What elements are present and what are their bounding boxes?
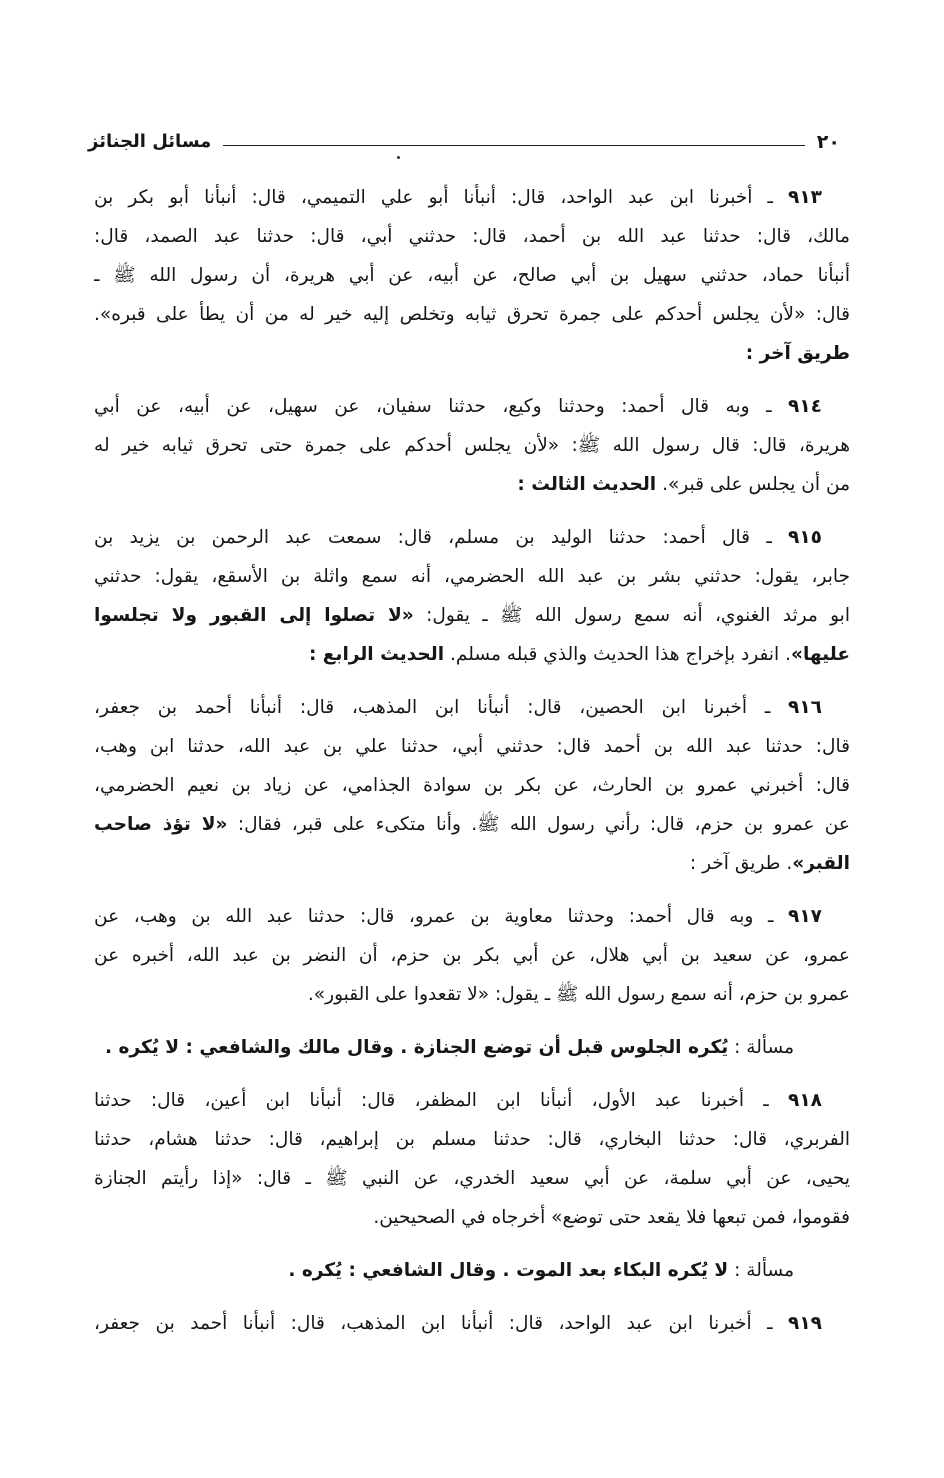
- emphasized-text: الحديث الثالث :: [517, 474, 657, 495]
- entry-number: ٩١٩: [788, 1313, 822, 1334]
- text-line: [94, 295, 850, 334]
- text-line: [94, 1120, 850, 1159]
- text-column: [94, 178, 850, 1357]
- text-line: [94, 936, 850, 975]
- text-segment: أنبأنا حماد، حدثني سهيل بن أبي صالح، عن أبيه، عن أبي هريرة، أن رسول الله ﷺ ـ: [94, 265, 850, 286]
- issue-statement: [94, 1028, 850, 1067]
- text-line: [94, 805, 850, 844]
- text-line: [94, 426, 850, 465]
- entry-number: ٩١٤: [788, 396, 822, 417]
- entry-number: ٩١٣: [788, 187, 822, 208]
- text-segment: قال: أخبرني عمرو بن الحارث، عن بكر بن سوادة الجذامي، عن زياد بن نعيم الحضرمي،: [94, 775, 850, 796]
- issue-statement: [94, 1251, 850, 1290]
- text-line: [94, 465, 850, 504]
- text-line: [94, 1081, 850, 1120]
- issue-label: مسألة :: [728, 1037, 794, 1058]
- entry-number: ٩١٨: [788, 1090, 822, 1111]
- emphasized-text: «لا تؤذ صاحب: [94, 814, 228, 835]
- text-segment: ـ أخبرنا ابن عبد الواحد، قال: أنبأنا ابن المذهب، قال: أنبأنا أحمد بن جعفر،: [94, 1313, 789, 1334]
- text-segment: عمرو، عن سعيد بن أبي هلال، عن أبي بكر بن حزم، أن النضر بن عبد الله، أخبره عن: [94, 945, 850, 966]
- text-segment: الفربري، قال: حدثنا البخاري، قال: حدثنا مسلم بن إبراهيم، قال: حدثنا هشام، حدثنا: [94, 1129, 850, 1150]
- text-line: [94, 1304, 850, 1343]
- hadith-entry: [94, 178, 850, 373]
- emphasized-text: الحديث الرابع :: [308, 644, 445, 665]
- hadith-entry: [94, 688, 850, 883]
- hadith-entry: [94, 897, 850, 1014]
- text-segment: عن عمرو بن حزم، قال: رأني رسول الله ﷺ. وأنا متكىء على قبر، فقال:: [227, 814, 850, 835]
- text-line: [94, 1251, 850, 1290]
- text-line: [94, 557, 850, 596]
- text-segment: . طريق آخر :: [689, 853, 793, 874]
- header-dot: [397, 156, 400, 159]
- text-line: [94, 518, 850, 557]
- text-segment: ـ أخبرنا ابن الحصين، قال: أنبأنا ابن المذهب، قال: أنبأنا أحمد بن جعفر،: [94, 697, 789, 718]
- emphasized-text: طريق آخر :: [745, 343, 850, 364]
- entry-number: ٩١٦: [788, 697, 822, 718]
- entry-number: ٩١٥: [788, 527, 822, 548]
- hadith-entry: [94, 1304, 850, 1343]
- issue-label: مسألة :: [728, 1260, 794, 1281]
- text-segment: يحيى، عن أبي سلمة، عن أبي سعيد الخدري، عن النبي ﷺ ـ قال: «إذا رأيتم الجنازة: [94, 1168, 850, 1189]
- emphasized-text: عليها»: [790, 644, 850, 665]
- text-segment: ـ وبه قال أحمد: وحدثنا وكيع، حدثنا سفيان، عن سهيل، عن أبيه، عن أبي: [94, 396, 789, 417]
- text-segment: جابر، يقول: حدثني بشر بن عبد الله الحضرمي، أنه سمع واثلة بن الأسقع، يقول: حدثني: [94, 566, 850, 587]
- running-title: مسائل الجنائز: [88, 131, 212, 152]
- text-segment: ـ أخبرنا ابن عبد الواحد، قال: أنبأنا أبو علي التميمي، قال: أنبأنا أبو بكر بن: [94, 187, 789, 208]
- text-line: [94, 596, 850, 635]
- hadith-entry: [94, 518, 850, 674]
- text-line: [94, 217, 850, 256]
- emphasized-text: لا يُكره البكاء بعد الموت . وقال الشافعي : يُكره .: [288, 1260, 729, 1281]
- entry-number: ٩١٧: [788, 906, 822, 927]
- text-line: [94, 897, 850, 936]
- text-segment: ابو مرثد الغنوي، أنه سمع رسول الله ﷺ ـ يقول:: [413, 605, 850, 626]
- text-segment: قال: «لأن يجلس أحدكم على جمرة تحرق ثيابه وتخلص إليه خير له من أن يطأ على قبره».: [94, 304, 850, 325]
- text-segment: . انفرد بإخراج هذا الحديث والذي قبله مسلم.: [444, 644, 791, 665]
- text-segment: ـ قال أحمد: حدثنا الوليد بن مسلم، قال: سمعت عبد الرحمن بن يزيد بن: [94, 527, 789, 548]
- text-segment: من أن يجلس على قبر».: [656, 474, 850, 495]
- text-line: [94, 1159, 850, 1198]
- text-line: [94, 766, 850, 805]
- text-line: [94, 635, 850, 674]
- text-line: [94, 256, 850, 295]
- text-segment: ـ وبه قال أحمد: وحدثنا معاوية بن عمرو، قال: حدثنا عبد الله بن وهب، عن: [94, 906, 789, 927]
- hadith-entry: [94, 1081, 850, 1237]
- text-line: [94, 178, 850, 217]
- text-line: [94, 688, 850, 727]
- header-rule: [223, 145, 805, 146]
- text-line: [94, 844, 850, 883]
- emphasized-text: «لا تصلوا إلى القبور ولا تجلسوا: [94, 605, 414, 626]
- emphasized-text: يُكره الجلوس قبل أن توضع الجنازة . وقال مالك والشافعي : لا يُكره .: [105, 1037, 729, 1058]
- text-segment: ـ أخبرنا عبد الأول، أنبأنا ابن المظفر، قال: أنبأنا ابن أعين، قال: حدثنا: [94, 1090, 789, 1111]
- text-line: [94, 975, 850, 1014]
- page-number: ٢٠: [816, 131, 840, 153]
- text-line: [94, 1028, 850, 1067]
- text-segment: مالك، قال: حدثنا عبد الله بن أحمد، قال: حدثني أبي، قال: حدثنا عبد الصمد، قال:: [94, 226, 850, 247]
- text-line: [94, 1198, 850, 1237]
- emphasized-text: القبر»: [792, 853, 850, 874]
- text-segment: هريرة، قال: قال رسول الله ﷺ: «لأن يجلس أحدكم على جمرة حتى تحرق ثيابه خير له: [94, 435, 850, 456]
- hadith-entry: [94, 387, 850, 504]
- text-segment: عمرو بن حزم، أنه سمع رسول الله ﷺ ـ يقول: «لا تقعدوا على القبور».: [307, 984, 850, 1005]
- text-segment: فقوموا، فمن تبعها فلا يقعد حتى توضع» أخرجاه في الصحيحين.: [373, 1207, 850, 1228]
- text-line: [94, 387, 850, 426]
- text-line: [94, 727, 850, 766]
- running-header: [88, 128, 840, 156]
- text-line: [94, 334, 850, 373]
- text-segment: قال: حدثنا عبد الله بن أحمد قال: حدثني أبي، حدثنا علي بن عبد الله، حدثنا ابن وهب،: [94, 736, 850, 757]
